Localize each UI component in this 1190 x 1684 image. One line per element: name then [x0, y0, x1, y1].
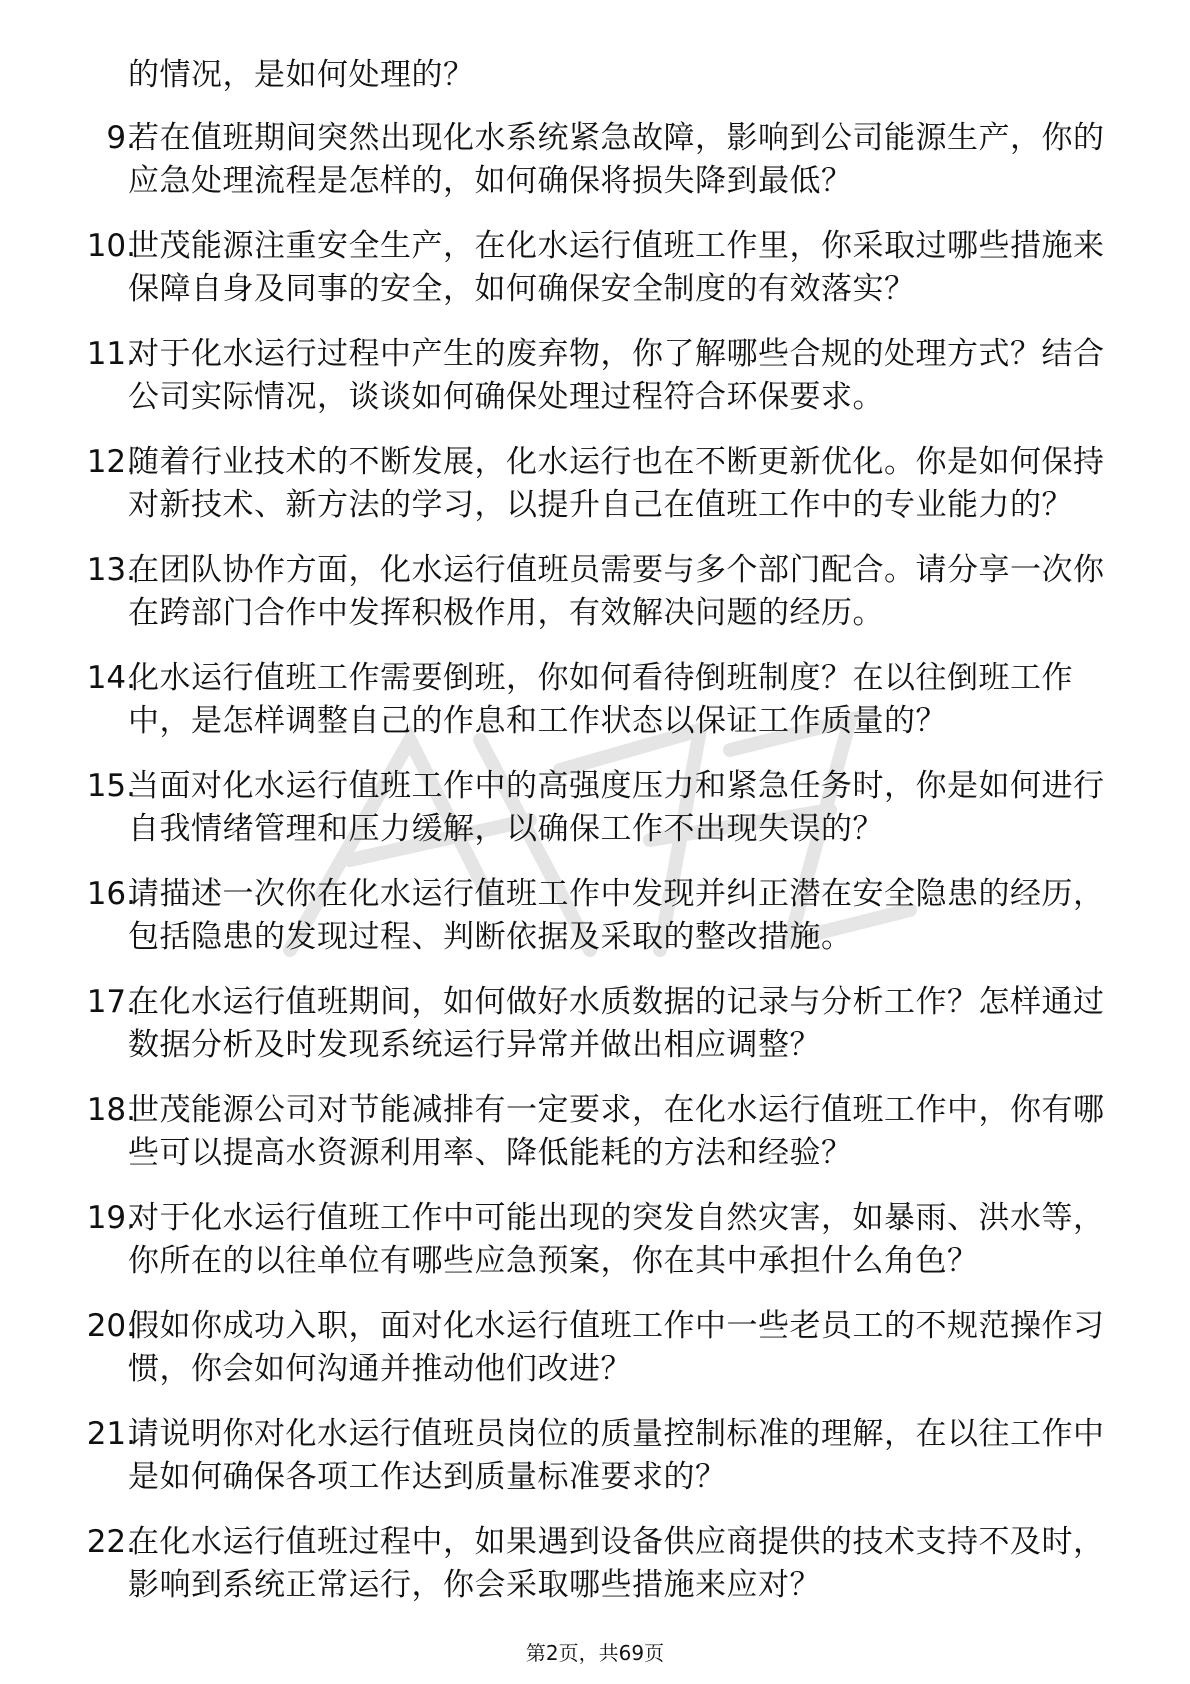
- question-number: 16.: [86, 876, 136, 912]
- question-number: 9.: [106, 120, 136, 156]
- question-number: 20.: [86, 1308, 136, 1344]
- question-text: 在化水运行值班期间，如何做好水质数据的记录与分析工作？怎样通过数据分析及时发现系统运行异常并做出相应调整？: [128, 984, 1105, 1063]
- question-text: 在化水运行值班过程中，如果遇到设备供应商提供的技术支持不及时，影响到系统正常运行，你会采取哪些措施来应对？: [128, 1524, 1105, 1603]
- page-footer: 第2页，共69页: [525, 1641, 665, 1665]
- question-number: 17.: [86, 984, 136, 1020]
- question-item: [0, 549, 1190, 635]
- question-item: [0, 1521, 1190, 1607]
- question-item: [0, 1413, 1190, 1499]
- question-item: [0, 657, 1190, 743]
- question-text: 请说明你对化水运行值班员岗位的质量控制标准的理解，在以往工作中是如何确保各项工作达到质量标准要求的？: [128, 1416, 1105, 1495]
- question-number: 12.: [86, 444, 136, 480]
- question-text: 在团队协作方面，化水运行值班员需要与多个部门配合。请分享一次你在跨部门合作中发挥积极作用，有效解决问题的经历。: [128, 552, 1105, 631]
- question-item: [0, 225, 1190, 311]
- question-item: [0, 873, 1190, 959]
- question-text: 世茂能源公司对节能减排有一定要求，在化水运行值班工作中，你有哪些可以提高水资源利用率、降低能耗的方法和经验？: [128, 1092, 1105, 1171]
- question-item: [0, 117, 1190, 203]
- question-list: [0, 117, 1190, 1629]
- question-number: 14.: [86, 660, 136, 696]
- question-text: 随着行业技术的不断发展，化水运行也在不断更新优化。你是如何保持对新技术、新方法的学习，以提升自己在值班工作中的专业能力的？: [128, 444, 1105, 523]
- question-text: 对于化水运行值班工作中可能出现的突发自然灾害，如暴雨、洪水等，你所在的以往单位有哪些应急预案，你在其中承担什么角色？: [128, 1200, 1105, 1279]
- question-number: 15.: [86, 768, 136, 804]
- question-number: 10.: [86, 228, 136, 264]
- question-text: 若在值班期间突然出现化水系统紧急故障，影响到公司能源生产，你的应急处理流程是怎样的，如何确保将损失降到最低？: [128, 120, 1105, 199]
- question-item: [0, 981, 1190, 1067]
- question-text: 当面对化水运行值班工作中的高强度压力和紧急任务时，你是如何进行自我情绪管理和压力缓解，以确保工作不出现失误的？: [128, 768, 1105, 847]
- question-item: [0, 1197, 1190, 1283]
- question-item: [0, 1089, 1190, 1175]
- question-number: 22.: [86, 1524, 136, 1560]
- question-text: 化水运行值班工作需要倒班，你如何看待倒班制度？在以往倒班工作中，是怎样调整自己的作息和工作状态以保证工作质量的？: [128, 660, 1073, 739]
- question-number: 11.: [86, 336, 136, 372]
- question-text: 世茂能源注重安全生产，在化水运行值班工作里，你采取过哪些措施来保障自身及同事的安全，如何确保安全制度的有效落实？: [128, 228, 1105, 307]
- question-item: [0, 765, 1190, 851]
- question-text: 请描述一次你在化水运行值班工作中发现并纠正潜在安全隐患的经历，包括隐患的发现过程、判断依据及采取的整改措施。: [128, 876, 1105, 955]
- question-number: 13.: [86, 552, 136, 588]
- continuation-text: 的情况，是如何处理的？: [128, 57, 475, 93]
- question-item: [0, 441, 1190, 527]
- question-item: [0, 333, 1190, 419]
- question-text: 对于化水运行过程中产生的废弃物，你了解哪些合规的处理方式？结合公司实际情况，谈谈如何确保处理过程符合环保要求。: [128, 336, 1105, 415]
- question-number: 18.: [86, 1092, 136, 1128]
- question-number: 21.: [86, 1416, 136, 1452]
- question-text: 假如你成功入职，面对化水运行值班工作中一些老员工的不规范操作习惯，你会如何沟通并推动他们改进？: [128, 1308, 1105, 1387]
- question-number: 19.: [86, 1200, 136, 1236]
- question-item: [0, 1305, 1190, 1391]
